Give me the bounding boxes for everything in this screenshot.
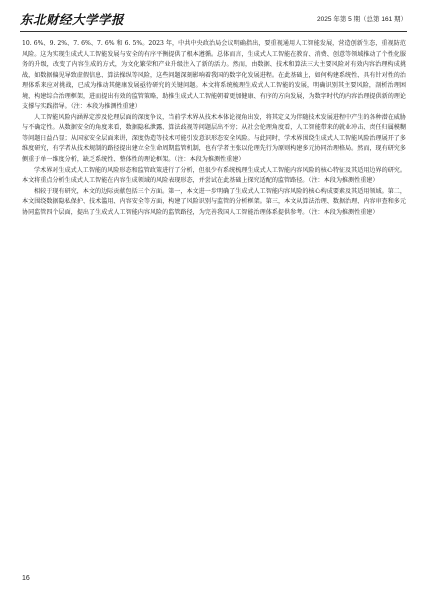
paragraph: 10. 6%、9. 2%、7. 6%、7. 6% 和 6. 5%。2023 年，中共中央政治局会议明确指出，要重视通用人工智能发展，营造创新生态，重视防范风险。这为实现生成式人工智能发展与安全的有序平衡提供了根本遵循。总体而言，生成式人工智能在教育、消费、创意等领域推动了个性化服务的升级，改变了内容生成的方式，为文化繁荣和产业升级注入了新的活力。然而，由数据、技术和算法三大主要风险对有效内容治理构成挑战，如数据偏见导致虚假信息、算法操纵等风险，这些问题深刻影响着我国的数字化发展进程。在此基础上，如何构建系统性、具有针对性的治理体系来应对挑战，已成为推动其健康发展亟待研究的关键问题。本文将系统梳理生成式人工智能的发展，明确识别其主要风险，剖析治理困境，构建综合治理框架，进而提出有效的监管策略，助推生成式人工智能朝着更加健康、有序的方向发展，为数字时代的内容治理提供新的理论支撑与实践指导。（注：本段为推测性重建）	[22, 40, 406, 111]
paragraph: 学术界对生成式人工智能的风险形态和监管政策进行了分析，但很少有系统梳理生成式人工智能内容风险的核心特征及其适用边界的研究。本文将重点分析生成式人工智能在内容生成领域的风险表现形态，并尝试在此基础上探究适配的监管路径。（注：本段为推测性重建）	[22, 166, 406, 185]
paragraph: 相较于现有研究，本文的边际贡献包括三个方面。第一，本文进一步明确了生成式人工智能内容风险的核心构成要素及其适用领域。第二，本文围绕数据隐私保护、技术滥用、内容安全等方面，构建了风险识别与监管的分析框架。第三，本文从算法治理、数据治理、内容审查和多元协同监管四个层面，提出了生成式人工智能内容风险的监管路径，为完善我国人工智能治理体系提供参考。（注：本段为推测性重建）	[22, 187, 406, 216]
issue-info: 2025 年第 5 期（总第 161 期）	[317, 16, 407, 23]
paragraph: 人工智能风险内涵界定涉及伦理层面的深度争议，当前学术界从技术本体论视角出发，将其定义为伴随技术发展进程中产生的各种潜在威胁与不确定性。从数据安全的角度来看，数据隐私泄露、算法歧视等问题层出不穷；从社会伦理角度看，人工智能带来的就业冲击、责任归属模糊等问题日益凸显；从国家安全层面来讲，深度伪造等技术可能引发意识形态安全风险。与此同时，学术界围绕生成式人工智能风险治理展开了多维度研究，有学者从技术规制的路径提出建立全生命周期监管机制，也有学者主张以伦理先行为原则构建多元协同治理格局。然而，现有研究多侧重于单一维度分析，缺乏系统性、整体性的理论框架。（注：本段为推测性重建）	[22, 113, 406, 164]
header-rule	[20, 31, 407, 32]
page-number: 16	[22, 575, 30, 582]
page-header	[20, 10, 407, 30]
journal-name: 东北财经大学学报	[20, 12, 125, 27]
article-body	[22, 39, 406, 218]
